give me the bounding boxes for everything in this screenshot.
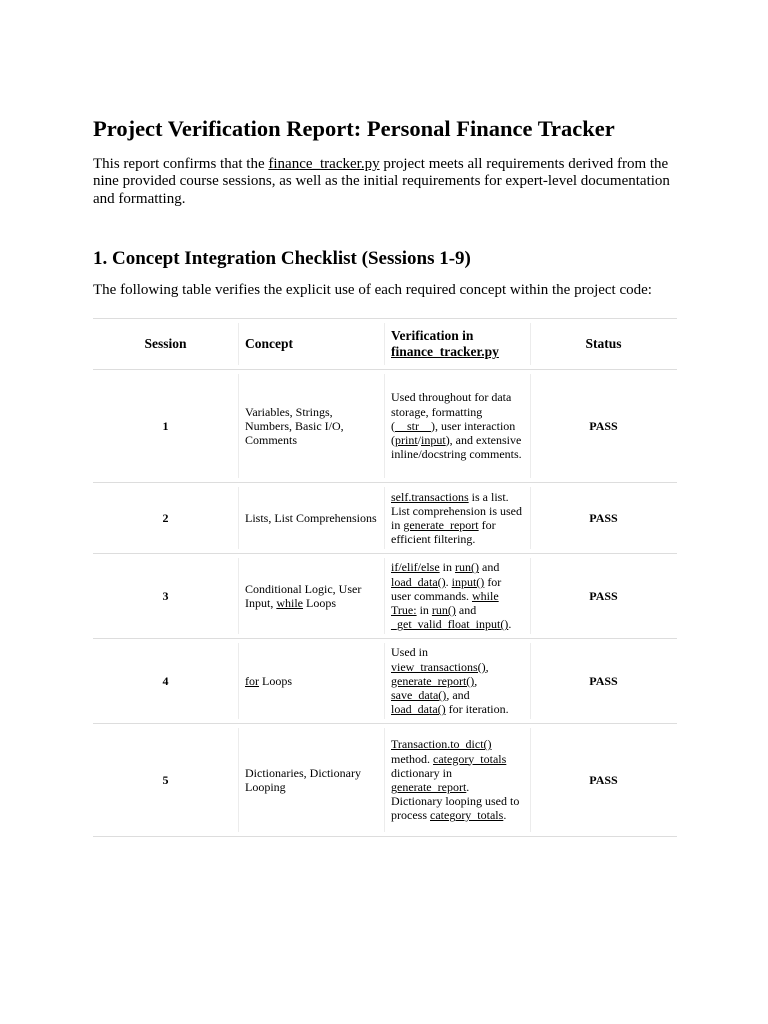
header-concept: Concept <box>238 319 384 370</box>
code-reference: load_data() <box>391 574 446 589</box>
cell-status: PASS <box>530 370 677 483</box>
intro-paragraph <box>93 156 677 208</box>
cell-text: in <box>439 560 455 575</box>
cell-concept <box>238 554 384 639</box>
cell-status: PASS <box>530 724 677 837</box>
cell-text: and <box>479 560 500 575</box>
code-reference: self.transactions <box>391 489 469 504</box>
code-reference: while <box>276 596 304 610</box>
cell-concept <box>238 483 384 554</box>
table-row <box>93 639 677 724</box>
code-reference: Transaction.to_dict() <box>391 737 492 752</box>
code-reference: for <box>245 673 259 688</box>
cell-text: for iteration. <box>445 702 509 717</box>
cell-verification <box>384 724 530 837</box>
table-row <box>93 554 677 639</box>
cell-text: . Dictionary looping used to process <box>391 780 520 823</box>
code-reference: if/elif/else <box>391 560 440 575</box>
header-status: Status <box>530 319 677 370</box>
table-body <box>93 370 677 837</box>
intro-text-before: This report confirms that the <box>93 156 269 172</box>
cell-text: , <box>474 673 478 688</box>
header-verification-label: Verification in <box>391 328 474 343</box>
intro-text-after: project meets all requirements derived from the nine provided course sessions, as well as the initial requirements for expert-level documentation and formatting. <box>93 156 670 207</box>
cell-text: Loops <box>259 673 292 688</box>
cell-text: Variables, Strings, Numbers, Basic I/O, Comments <box>245 404 344 448</box>
cell-text: and <box>455 603 477 618</box>
cell-text: / <box>417 433 422 448</box>
cell-verification <box>384 554 530 639</box>
code-reference: _get_valid_float_input() <box>391 617 509 632</box>
cell-text: ), and extensive inline/docstring comments. <box>391 433 522 462</box>
code-reference: category_totals <box>433 751 507 766</box>
cell-concept <box>238 639 384 724</box>
code-reference: run() <box>431 603 456 618</box>
code-reference: load_data() <box>391 702 446 717</box>
cell-text: ), user interaction ( <box>391 418 516 448</box>
table-row <box>93 724 677 837</box>
cell-text: Conditional Logic, User Input, <box>245 581 362 610</box>
cell-session: 3 <box>93 554 238 639</box>
code-reference: generate_report() <box>391 673 475 688</box>
table-header-row <box>93 319 677 370</box>
cell-text: Lists, List Comprehensions <box>245 510 377 525</box>
cell-text: in <box>416 603 432 618</box>
cell-text: . <box>503 808 507 823</box>
header-session: Session <box>93 319 238 370</box>
cell-verification <box>384 483 530 554</box>
cell-text: for efficient filtering. <box>391 518 496 547</box>
cell-concept <box>238 370 384 483</box>
cell-text: , <box>485 659 489 674</box>
table-row <box>93 483 677 554</box>
cell-text: dictionary in <box>391 765 452 780</box>
table-row <box>93 370 677 483</box>
cell-status: PASS <box>530 554 677 639</box>
cell-text: Dictionaries, Dictionary Looping <box>245 765 361 794</box>
section-lead: The following table verifies the explicit use of each required concept within the project code: <box>93 282 652 298</box>
cell-text: for user commands. <box>391 574 502 603</box>
section-heading: 1. Concept Integration Checklist (Sessions 1-9) <box>93 248 471 269</box>
cell-status: PASS <box>530 639 677 724</box>
cell-verification <box>384 639 530 724</box>
code-reference: run() <box>455 560 479 575</box>
code-reference: input() <box>451 574 485 589</box>
code-reference: print <box>395 433 418 448</box>
cell-concept <box>238 724 384 837</box>
cell-text: , and <box>446 688 470 703</box>
intro-file-link[interactable]: finance_tracker.py <box>268 156 380 172</box>
concept-checklist-table <box>93 318 677 837</box>
code-reference: category_totals <box>430 808 504 823</box>
header-verification-file: finance_tracker.py <box>391 344 499 359</box>
cell-session: 2 <box>93 483 238 554</box>
cell-session: 5 <box>93 724 238 837</box>
cell-text: Used throughout for data storage, formatting ( <box>391 390 512 433</box>
cell-text: Used in <box>391 645 428 660</box>
cell-text: method. <box>391 751 433 766</box>
cell-text: . <box>508 617 512 632</box>
code-reference: generate_report <box>403 518 479 532</box>
cell-text: Loops <box>303 596 337 610</box>
code-reference: generate_report <box>391 780 467 794</box>
cell-session: 4 <box>93 639 238 724</box>
cell-session: 1 <box>93 370 238 483</box>
code-reference: while True: <box>391 588 499 618</box>
cell-text: . <box>445 574 452 589</box>
header-verification <box>384 319 530 370</box>
page-title: Project Verification Report: Personal Finance Tracker <box>93 116 615 141</box>
cell-status: PASS <box>530 483 677 554</box>
code-reference: input <box>421 433 446 448</box>
code-reference: save_data() <box>391 688 447 703</box>
code-reference: view_transactions() <box>391 659 486 674</box>
cell-verification <box>384 370 530 483</box>
cell-text: is a list. List comprehension is used in <box>391 489 522 532</box>
code-reference: __str__ <box>395 418 431 433</box>
